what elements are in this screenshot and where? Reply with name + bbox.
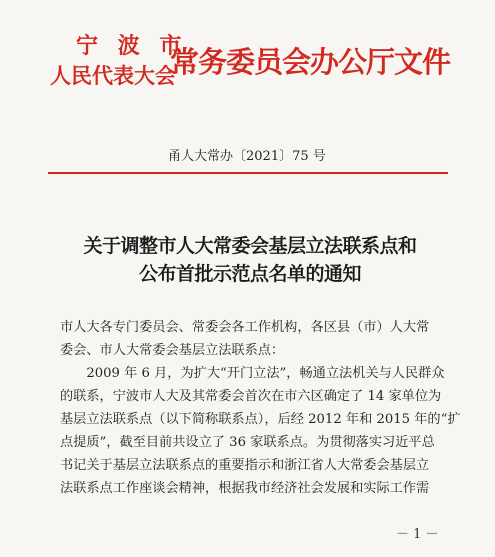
header-congress: 人民代表大会 <box>50 64 176 88</box>
page-number: － 1 － <box>396 527 439 542</box>
header-office-title: 常务委员会办公厅文件 <box>170 45 451 79</box>
body-line: 书记关于基层立法联系点的重要指示和浙江省人大常委会基层立 <box>60 458 430 473</box>
body-line: 委会、市人大常委会基层立法联系点： <box>60 343 285 358</box>
header-city: 宁 波 市 <box>76 34 188 59</box>
body-line: 的联系，宁波市人大及其常委会首次在市六区确定了 14 家单位为 <box>60 389 442 404</box>
body-line: 基层立法联系点（以下简称联系点），后经 2012 年和 2015 年的“扩 <box>60 412 461 427</box>
body-line: 点提质”，截至目前共设立了 36 家联系点。为贯彻落实习近平总 <box>60 435 435 450</box>
body-line: 2009 年 6 月，为扩大“开门立法”，畅通立法机关与人民群众 <box>60 366 445 381</box>
body-line: 市人大各专门委员会、常委会各工作机构，各区县（市）人大常 <box>60 320 430 335</box>
document-number: 甬人大常办〔2021〕75 号 <box>168 149 326 164</box>
document-title-line-1: 关于调整市人大常委会基层立法联系点和 <box>83 235 417 257</box>
body-line: 法联系点工作座谈会精神，根据我市经济社会发展和实际工作需 <box>60 481 430 496</box>
document-title-line-2: 公布首批示范点名单的通知 <box>138 263 361 285</box>
header-divider <box>48 172 448 174</box>
